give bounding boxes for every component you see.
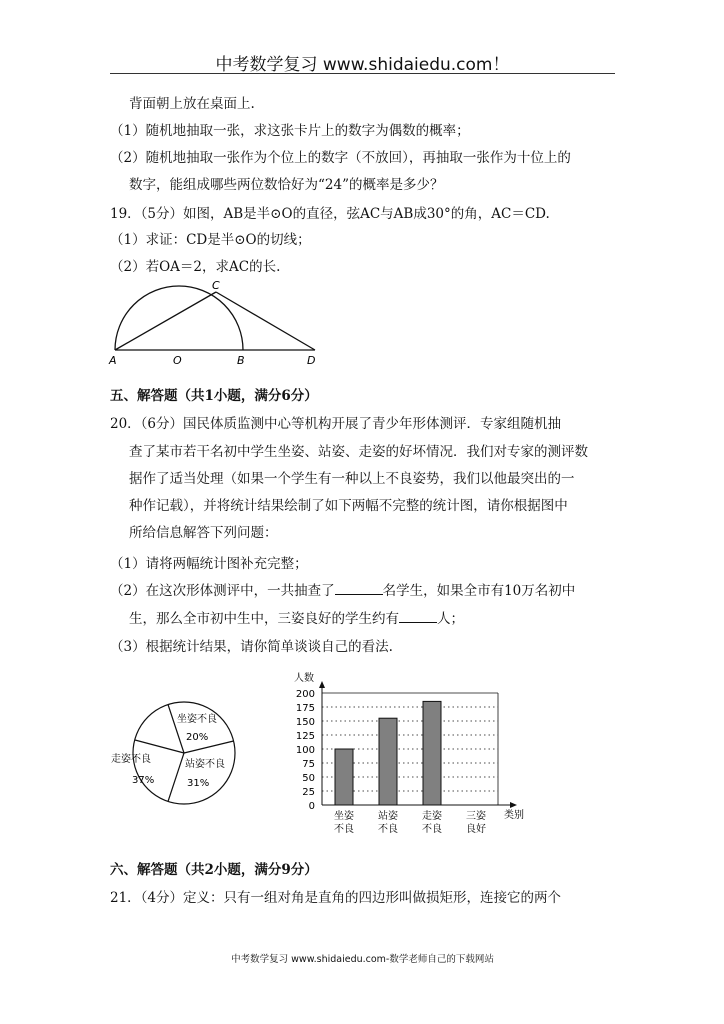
- q20-part-2-a: （2）在这次形体测评中，一共抽查了: [110, 583, 335, 599]
- y-tick-label: 25: [302, 787, 315, 798]
- q20-part-2-cont: [129, 610, 464, 628]
- q20-part-2: [110, 582, 575, 600]
- q20-part-2-d: 人；: [437, 611, 464, 627]
- pie-label-walking: 走姿不良: [111, 754, 151, 765]
- y-axis-title: 人数: [294, 673, 314, 684]
- y-tick-label: 0: [308, 801, 315, 812]
- q20-part-2-b: 名学生，如果全市有10万名初中: [382, 583, 576, 599]
- q20-line-2: 查了某市若干名初中学生坐姿、站姿、走姿的好坏情况．我们对专家的测评数: [129, 444, 588, 460]
- x-tick-label: 三姿: [466, 811, 486, 822]
- pie-pct-sitting: 20%: [186, 732, 209, 743]
- tangent-cd: [216, 292, 315, 350]
- x-tick-label: 站姿: [378, 811, 398, 822]
- y-tick-label: 175: [295, 703, 315, 714]
- pie-label-sitting: 坐姿不良: [177, 714, 217, 725]
- q20-line-5: 所给信息解答下列问题：: [129, 525, 278, 541]
- y-tick-label: 50: [302, 773, 315, 784]
- q18-part-1: （1）随机地抽取一张，求这张卡片上的数字为偶数的概率；: [110, 123, 470, 139]
- semicircle-figure: [105, 278, 330, 370]
- x-axis-arrow: [510, 802, 517, 808]
- q18-part-2-cont: 数字，能组成哪些两位数恰好为“24”的概率是多少？: [129, 177, 444, 193]
- bar: [379, 718, 397, 805]
- section-5-title: 五、解答题（共1小题，满分6分）: [110, 388, 318, 404]
- q20-part-1: （1）请将两幅统计图补充完整；: [110, 556, 308, 572]
- q18-line-1: 背面朝上放在桌面上.: [129, 96, 255, 112]
- x-tick-label: 不良: [422, 824, 442, 835]
- section-6-title: 六、解答题（共2小题，满分9分）: [110, 862, 318, 878]
- y-tick-label: 75: [302, 759, 315, 770]
- q20-line-4: 种作记载），并将统计结果绘制了如下两幅不完整的统计图，请你根据图中: [129, 498, 568, 514]
- x-tick-label: 良好: [466, 824, 486, 835]
- q19-stem: 19．（5分）如图，AB是半⊙O的直径，弦AC与AB成30°的角，AC＝CD.: [110, 206, 550, 222]
- q19-part-2: （2）若OA＝2，求AC的长.: [110, 259, 281, 275]
- y-tick-label: 200: [295, 689, 315, 700]
- x-tick-label: 坐姿: [334, 811, 354, 822]
- header-rule: [110, 73, 615, 74]
- pie-divider-1: [168, 705, 184, 754]
- y-tick-label: 100: [295, 745, 315, 756]
- point-label-b: B: [237, 354, 245, 367]
- pie-divider-3: [168, 753, 184, 802]
- point-label-o: O: [173, 354, 182, 367]
- x-tick-label: 不良: [378, 824, 398, 835]
- y-axis-arrow: [319, 681, 325, 688]
- answer-blank-total[interactable]: [335, 582, 383, 595]
- answer-blank-good[interactable]: [399, 610, 437, 623]
- semicircle-arc: [115, 286, 243, 350]
- pie-divider-4: [135, 740, 184, 753]
- pie-pct-walking: 37%: [132, 775, 155, 786]
- q20-line-1: 20．（6分）国民体质监测中心等机构开展了青少年形体测评．专家组随机抽: [110, 416, 562, 432]
- bar: [423, 701, 441, 805]
- point-label-c: C: [212, 279, 220, 292]
- q20-part-2-c: 生，那么全市初中生中，三姿良好的学生约有: [129, 611, 399, 627]
- bar: [335, 749, 353, 805]
- q20-line-3: 据作了适当处理（如果一个学生有一种以上不良姿势，我们以他最突出的一: [129, 471, 575, 487]
- point-label-d: D: [307, 354, 316, 367]
- pie-pct-standing: 31%: [187, 778, 210, 789]
- pie-label-standing: 站姿不良: [185, 759, 225, 770]
- x-tick-label: 走姿: [422, 811, 442, 822]
- point-label-a: A: [109, 354, 117, 367]
- y-tick-label: 125: [295, 731, 315, 742]
- pie-chart: [105, 700, 265, 810]
- page-footer: 中考数学复习 www.shidaiedu.com-数学老师自己的下载网站: [231, 954, 494, 965]
- q21-line-1: 21．（4分）定义：只有一组对角是直角的四边形叫做损矩形，连接它的两个: [110, 890, 562, 906]
- page-header: 中考数学复习 www.shidaiedu.com！: [215, 55, 510, 75]
- x-axis-title: 类别: [504, 810, 524, 821]
- bar-chart: [285, 668, 535, 840]
- chord-ac: [115, 292, 216, 350]
- y-tick-label: 150: [295, 717, 315, 728]
- q18-part-2: （2）随机地抽取一张作为个位上的数字（不放回），再抽取一张作为十位上的: [110, 150, 571, 166]
- q20-part-3: （3）根据统计结果，请你简单谈谈自己的看法.: [110, 639, 393, 655]
- x-tick-label: 不良: [334, 824, 354, 835]
- q19-part-1: （1）求证：CD是半⊙O的切线；: [110, 232, 311, 248]
